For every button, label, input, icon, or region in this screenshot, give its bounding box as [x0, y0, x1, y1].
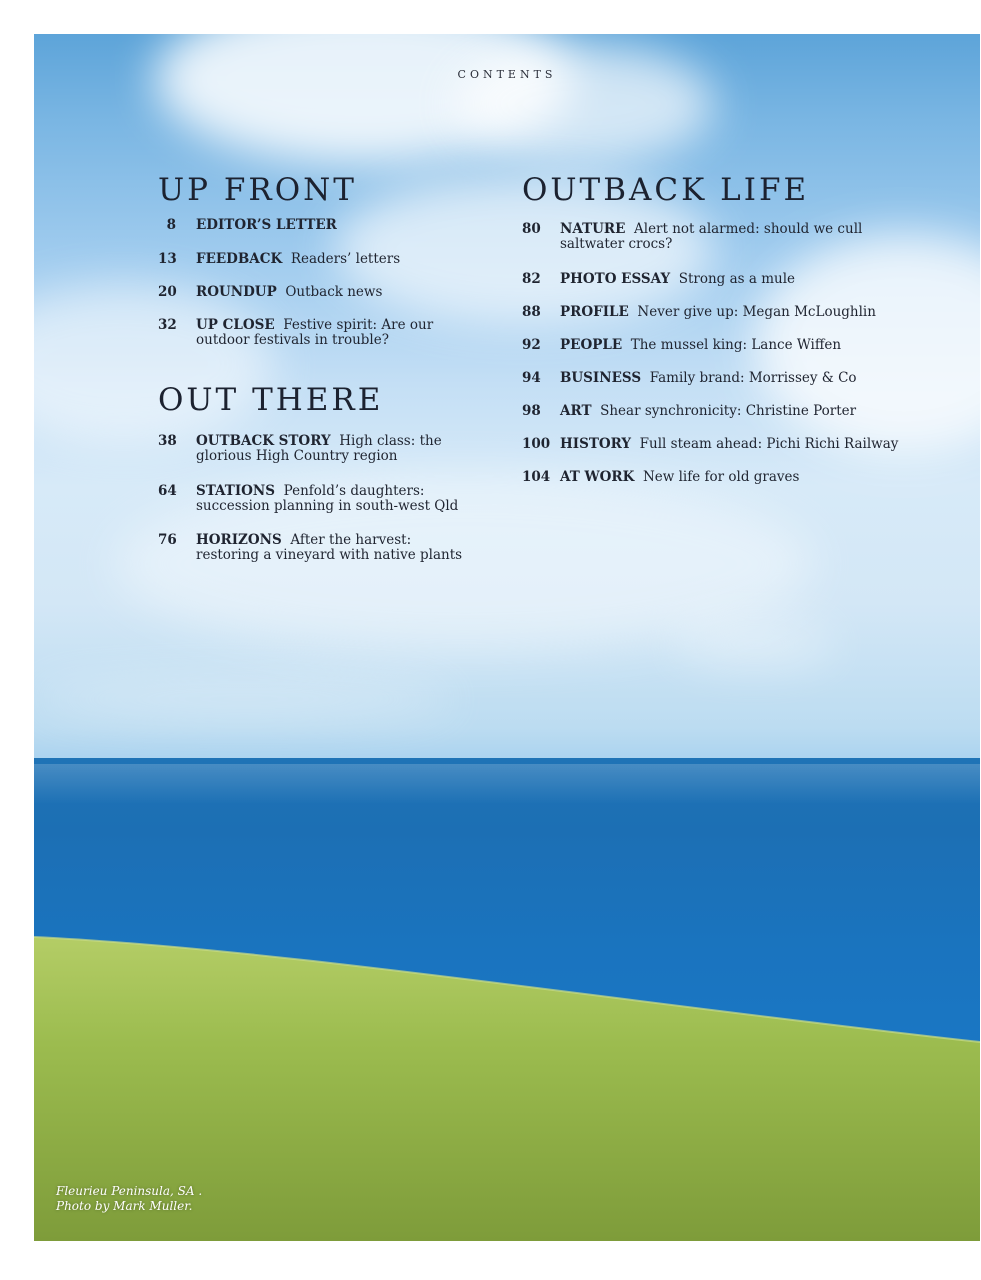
entry-text	[560, 338, 841, 353]
page-number: 20	[158, 284, 177, 300]
entry-keyword: STATIONS	[196, 483, 276, 499]
contents-page	[34, 34, 980, 1241]
grass-field	[34, 34, 980, 1241]
page-number: 80	[522, 221, 541, 237]
page-number: 104	[522, 469, 551, 485]
page-number: 82	[522, 271, 541, 287]
photo-caption	[56, 1184, 202, 1214]
entry-text	[560, 371, 857, 386]
entry-text	[560, 305, 876, 320]
entry-text	[560, 437, 898, 452]
section-title-outback-life: OUTBACK LIFE	[522, 172, 810, 208]
page-number: 92	[522, 337, 541, 353]
entry-title-continued: succession planning in south-west Qld	[196, 498, 459, 514]
entry-keyword: BUSINESS	[560, 370, 642, 386]
toc-entry[interactable]	[158, 533, 478, 565]
entry-title: Family brand: Morrissey & Co	[649, 370, 857, 386]
entry-text	[196, 434, 442, 464]
page-number: 100	[522, 436, 551, 452]
toc-entry[interactable]	[522, 338, 942, 354]
caption-credit: Photo by Mark Muller.	[56, 1199, 193, 1213]
entry-keyword: HISTORY	[560, 436, 632, 452]
entry-keyword: ROUNDUP	[196, 284, 277, 300]
entry-keyword: ART	[560, 403, 592, 419]
entry-keyword: FEEDBACK	[196, 251, 283, 267]
entry-text	[196, 484, 458, 514]
entry-title: The mussel king: Lance Wiffen	[630, 337, 842, 353]
entry-text	[560, 404, 856, 419]
toc-entry[interactable]	[522, 404, 942, 420]
page-number: 38	[158, 433, 177, 449]
entry-keyword: EDITOR’S LETTER	[196, 217, 337, 233]
entry-keyword: HORIZONS	[196, 532, 282, 548]
entry-title-continued: restoring a vineyard with native plants	[196, 547, 463, 563]
entry-title: Readers’ letters	[290, 251, 401, 267]
caption-location: Fleurieu Peninsula, SA .	[56, 1184, 203, 1198]
entry-text	[196, 252, 400, 267]
page-number: 94	[522, 370, 541, 386]
toc-entry[interactable]	[158, 434, 478, 466]
entry-keyword: NATURE	[560, 221, 626, 237]
entry-keyword: PHOTO ESSAY	[560, 271, 671, 287]
entry-text	[560, 470, 799, 485]
entry-text	[196, 533, 462, 563]
entry-title: New life for old graves	[642, 469, 800, 485]
entry-keyword: OUTBACK STORY	[196, 433, 331, 449]
toc-entry[interactable]	[158, 484, 478, 516]
entry-title-continued: glorious High Country region	[196, 448, 398, 464]
entry-text	[196, 285, 382, 300]
entry-text	[560, 222, 862, 252]
entry-title: Festive spirit: Are our	[283, 317, 434, 333]
page-number: 98	[522, 403, 541, 419]
page-number: 8	[166, 217, 176, 233]
page-number: 64	[158, 483, 177, 499]
entry-text	[560, 272, 795, 287]
entry-title: Outback news	[285, 284, 383, 300]
toc-entry[interactable]	[158, 285, 478, 301]
toc-entry[interactable]	[522, 371, 942, 387]
toc-entry[interactable]	[158, 318, 478, 350]
toc-entry[interactable]	[522, 437, 942, 453]
entry-keyword: UP CLOSE	[196, 317, 275, 333]
page-number: 32	[158, 317, 177, 333]
entry-keyword: PROFILE	[560, 304, 629, 320]
toc-entry[interactable]	[158, 218, 478, 234]
entry-title: After the harvest:	[290, 532, 412, 548]
entry-title: Never give up: Megan McLoughlin	[637, 304, 876, 320]
page-number: 13	[158, 251, 177, 267]
entry-title: Full steam ahead: Pichi Richi Railway	[639, 436, 899, 452]
toc-entry[interactable]	[522, 222, 942, 254]
page-number: 76	[158, 532, 177, 548]
toc-entry[interactable]	[522, 272, 942, 288]
entry-title: High class: the	[339, 433, 442, 449]
page-number: 88	[522, 304, 541, 320]
entry-title: Shear synchronicity: Christine Porter	[600, 403, 857, 419]
section-title-out-there: OUT THERE	[158, 382, 384, 418]
entry-title: Strong as a mule	[678, 271, 795, 287]
entry-keyword: PEOPLE	[560, 337, 623, 353]
entry-text	[196, 218, 337, 233]
entry-title-continued: outdoor festivals in trouble?	[196, 332, 389, 348]
entry-keyword: AT WORK	[560, 469, 635, 485]
contents-heading: CONTENTS	[457, 68, 557, 81]
entry-title: Alert not alarmed: should we cull	[634, 221, 863, 237]
entry-title: Penfold’s daughters:	[283, 483, 425, 499]
toc-entry[interactable]	[522, 305, 942, 321]
section-title-up-front: UP FRONT	[158, 172, 357, 208]
toc-entry[interactable]	[522, 470, 942, 486]
entry-text	[196, 318, 433, 348]
toc-entry[interactable]	[158, 252, 478, 268]
entry-title-continued: saltwater crocs?	[560, 236, 673, 252]
